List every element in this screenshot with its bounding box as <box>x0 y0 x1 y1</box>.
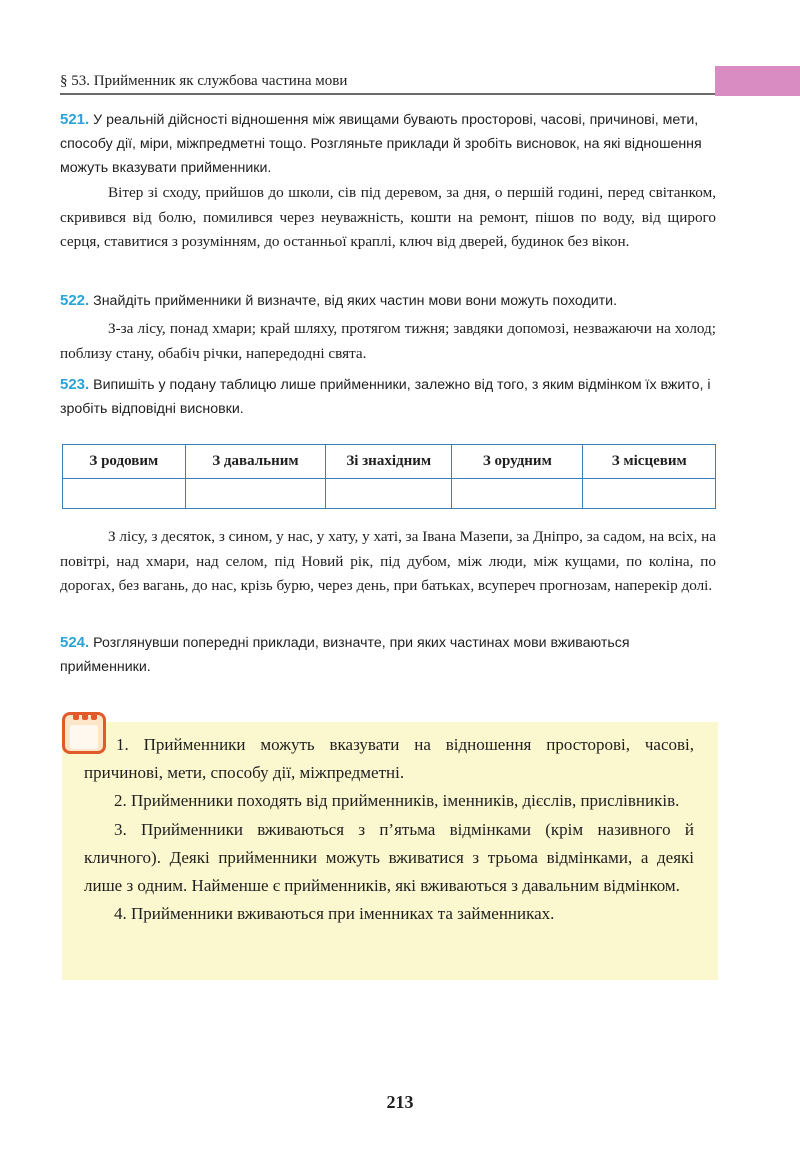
page-number: 213 <box>386 1092 414 1112</box>
exercise-task-text: Знайдіть прийменники й визначте, від яких частин мови вони можуть походити. <box>93 293 618 309</box>
exercise-524-task <box>60 631 720 679</box>
table-cell[interactable] <box>185 479 326 509</box>
table-header-cell: Зі знахідним <box>326 445 452 479</box>
exercise-521-example: Вітер зі сходу, прийшов до школи, сів під деревом, за дня, о першій годині, перед світанком, скривився від болю, помилився через неуважність, кошти на ремонт, пішов по воду, від щирого серця, ставитися з розумінням, до останньої краплі, ключ від дверей, будинок без вікон. <box>60 184 716 250</box>
cases-table <box>62 444 716 509</box>
exercise-523-task <box>60 373 720 421</box>
header-divider <box>60 93 715 95</box>
table-cell[interactable] <box>452 479 583 509</box>
rule-paragraph: 3. Прийменники вживаються з п’ятьма відмінками (крім називного й кличного). Деякі прийменники можуть вживатися з трьома відмінками, а деякі лише з одним. Найменше є прийменників, які вживаються з давальним відмінком. <box>84 819 694 896</box>
exercise-522-task <box>60 289 720 313</box>
exercise-task-text: Розглянувши попередні приклади, визначте, при яких частинах мови вживаються прийменники. <box>60 635 630 675</box>
notebook-ring <box>73 712 79 720</box>
exercise-522-example: З-за лісу, понад хмари; край шляху, протягом тижня; завдяки допомозі, незважаючи на холод; поблизу стану, обабіч річки, напередодні свята. <box>60 320 716 362</box>
exercise-521-task <box>60 108 720 180</box>
table-cell[interactable] <box>63 479 186 509</box>
table-cell[interactable] <box>326 479 452 509</box>
table-header-cell: З давальним <box>185 445 326 479</box>
rule-paragraph: 2. Прийменники походять від прийменників, іменників, дієслів, прислівників. <box>114 791 680 811</box>
notebook-ring <box>91 712 97 720</box>
table-header-cell: З орудним <box>452 445 583 479</box>
exercise-task-text: Випишіть у подану таблицю лише прийменники, залежно від того, з яким відмінком їх вжито, і зробіть відповідні висновки. <box>60 377 711 417</box>
notebook-ring <box>82 712 88 720</box>
table-header-row <box>63 445 716 479</box>
exercise-523-example: З лісу, з десяток, з сином, у нас, у хату, у хаті, за Івана Мазепи, за Дніпро, за садом, на всіх, на повітрі, над хмари, над селом, під Новий рік, під дубом, між люди, між кущами, по коліна, по дорогах, без вагань, до нас, крізь бурю, через день, при батьках, всупереч прогнозам, наперекір долі. <box>60 528 716 594</box>
table-header-cell: З місцевим <box>583 445 716 479</box>
table-row <box>63 479 716 509</box>
chapter-tab-marker <box>715 66 800 96</box>
rule-paragraph: 4. Прийменники вживаються при іменниках та займенниках. <box>114 904 555 924</box>
exercise-task-text: У реальній дійсності відношення між явищами бувають просторові, часові, причинові, мети, способу дії, міри, міжпредметні тощо. Розгляньте приклади й зробіть висновок, на які відношення можуть вказувати прийменники. <box>60 112 702 176</box>
rule-paragraph: 1. Прийменники можуть вказувати на відношення просторові, часові, причинові, мети, способу дії, міжпредметні. <box>84 735 694 783</box>
exercise-number: 524. <box>60 634 90 651</box>
exercise-number: 522. <box>60 292 90 309</box>
table-cell[interactable] <box>583 479 716 509</box>
section-header: § 53. Прийменник як службова частина мови <box>60 73 348 89</box>
exercise-number: 523. <box>60 376 90 393</box>
table-header-cell: З родовим <box>63 445 186 479</box>
rules-text <box>84 731 694 928</box>
exercise-number: 521. <box>60 111 90 128</box>
